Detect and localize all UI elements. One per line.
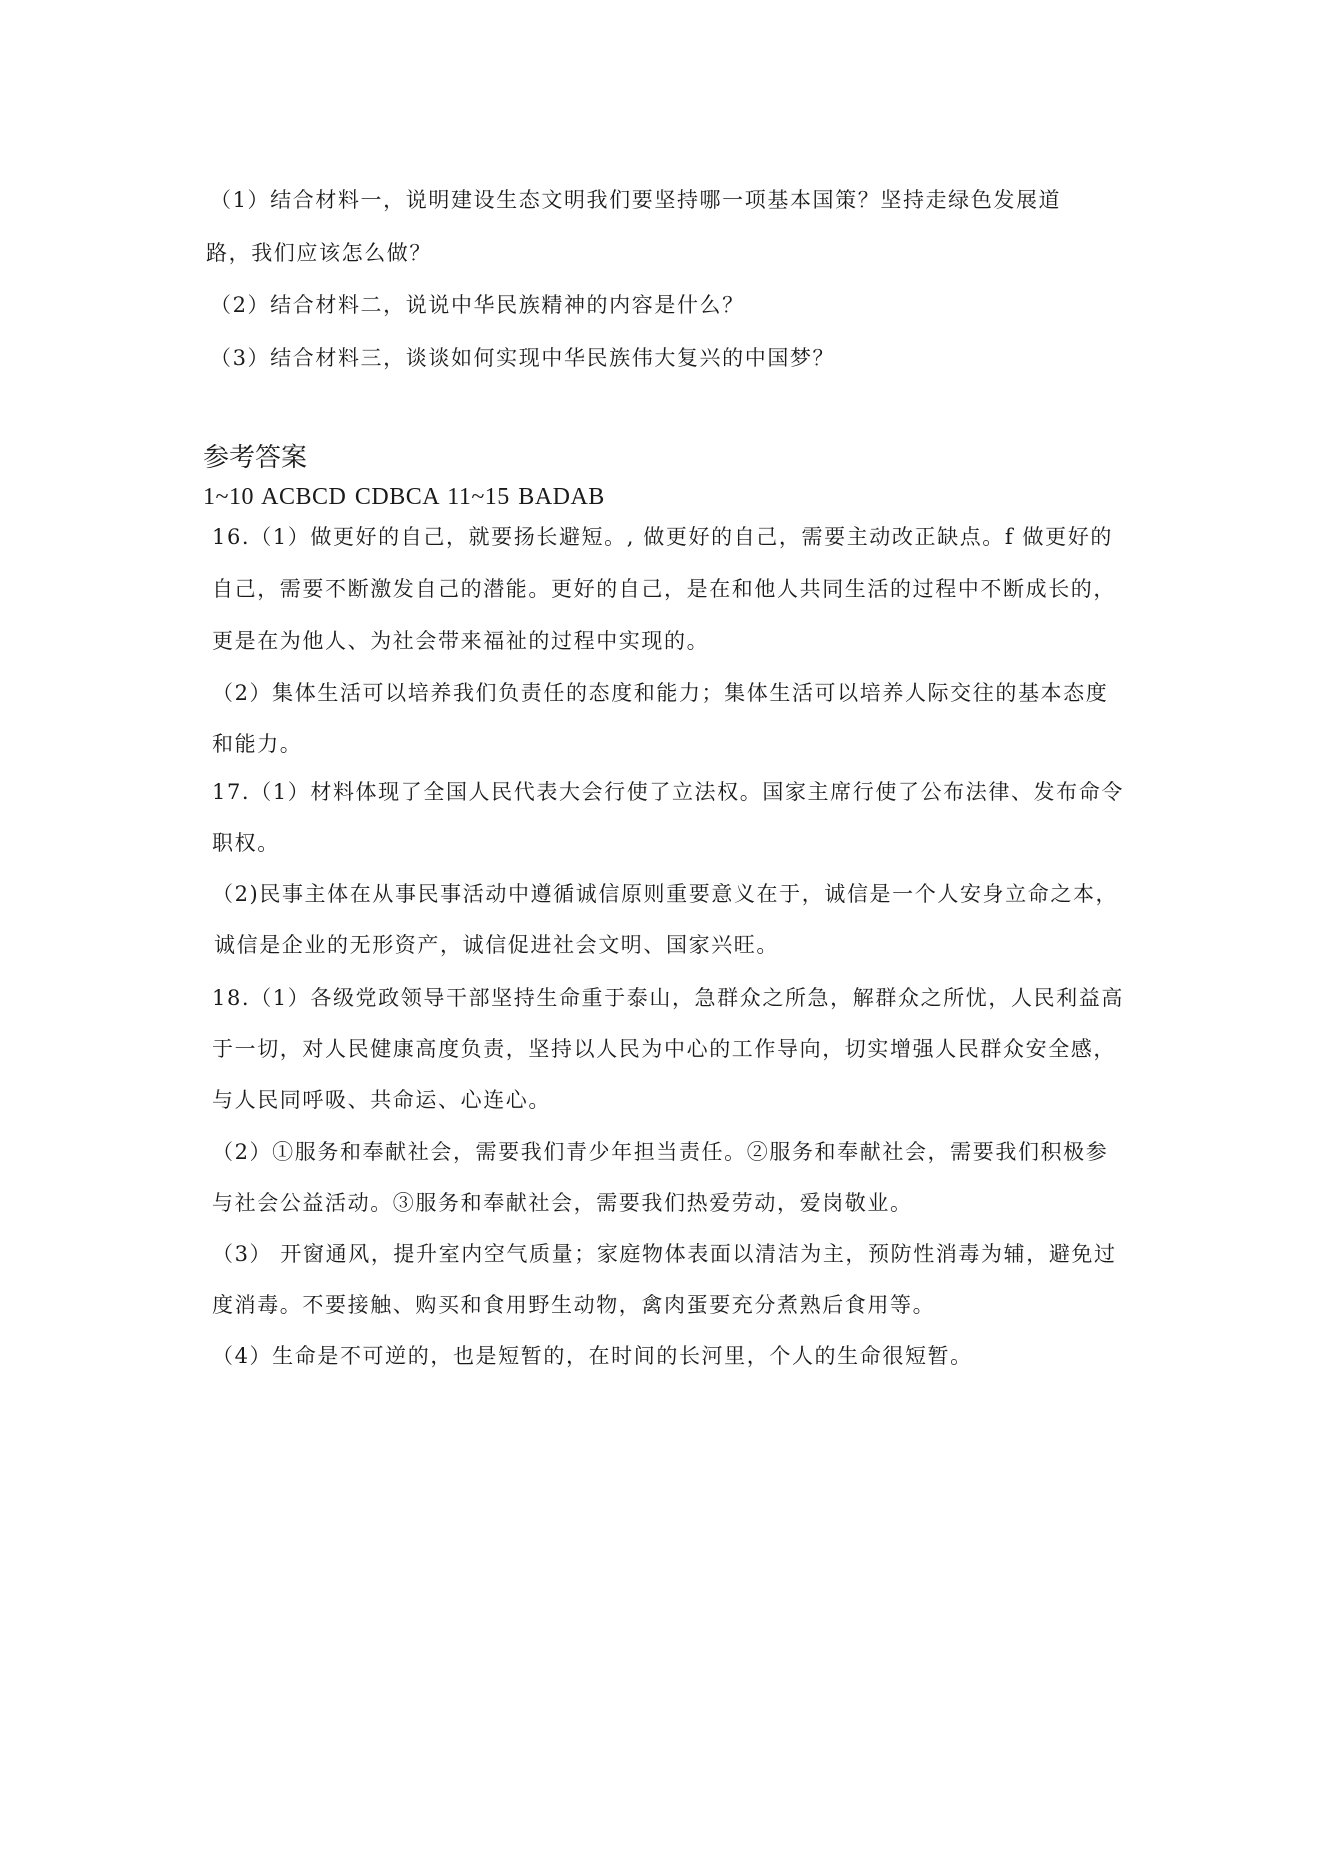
answer-18-3-line-2: 度消毒。不要接触、购买和食用野生动物，禽肉蛋要充分煮熟后食用等。 bbox=[212, 1293, 936, 1317]
answer-18-2-line-1: （2）①服务和奉献社会，需要我们青少年担当责任。②服务和奉献社会，需要我们积极参 bbox=[212, 1140, 1109, 1164]
answer-16-2-line-2: 和能力。 bbox=[212, 732, 303, 756]
answer-16-2-line-1: （2）集体生活可以培养我们负责任的态度和能力；集体生活可以培养人际交往的基本态度 bbox=[212, 681, 1109, 705]
answer-18-1-line-2: 于一切，对人民健康高度负责，坚持以人民为中心的工作导向，切实增强人民群众安全感， bbox=[212, 1037, 1116, 1061]
answer-16-1-line-3: 更是在为他人、为社会带来福祉的过程中实现的。 bbox=[212, 629, 710, 653]
answer-18-1-line-1: 18.（1）各级党政领导干部坚持生命重于泰山，急群众之所急，解群众之所忧，人民利益高 bbox=[212, 986, 1124, 1010]
answer-17-1-line-2: 职权。 bbox=[212, 831, 280, 855]
question-1-line-1: （1）结合材料一，说明建设生态文明我们要坚持哪一项基本国策？坚持走绿色发展道 bbox=[210, 188, 1062, 212]
answer-heading: 参考答案 bbox=[203, 443, 308, 473]
answer-18-1-line-3: 与人民同呼吸、共命运、心连心。 bbox=[212, 1088, 551, 1112]
answer-18-2-line-2: 与社会公益活动。③服务和奉献社会，需要我们热爱劳动，爱岗敬业。 bbox=[212, 1191, 913, 1215]
answer-17-2-line-1: （2)民事主体在从事民事活动中遵循诚信原则重要意义在于，诚信是一个人安身立命之本， bbox=[212, 882, 1119, 906]
answer-18-3-line-1: （3） 开窗通风，提升室内空气质量；家庭物体表面以清洁为主，预防性消毒为辅，避免过 bbox=[212, 1242, 1117, 1266]
answer-16-1-line-1: 16.（1）做更好的自己，就要扬长避短。, 做更好的自己，需要主动改正缺点。f 做更好的 bbox=[212, 525, 1113, 549]
answer-17-2-line-2: 诚信是企业的无形资产，诚信促进社会文明、国家兴旺。 bbox=[214, 933, 779, 957]
question-1-line-2: 路，我们应该怎么做？ bbox=[206, 241, 432, 265]
answer-18-4: （4）生命是不可逆的，也是短暂的，在时间的长河里，个人的生命很短暂。 bbox=[212, 1344, 973, 1368]
answer-16-1-line-2: 自己，需要不断激发自己的潜能。更好的自己，是在和他人共同生活的过程中不断成长的， bbox=[212, 577, 1116, 601]
answer-key: 1~10 ACBCD CDBCA 11~15 BADAB bbox=[203, 484, 605, 510]
question-3: （3）结合材料三，谈谈如何实现中华民族伟大复兴的中国梦？ bbox=[210, 346, 836, 370]
question-2: （2）结合材料二，说说中华民族精神的内容是什么？ bbox=[210, 293, 745, 317]
answer-17-1-line-1: 17.（1）材料体现了全国人民代表大会行使了立法权。国家主席行使了公布法律、发布命令 bbox=[212, 780, 1124, 804]
